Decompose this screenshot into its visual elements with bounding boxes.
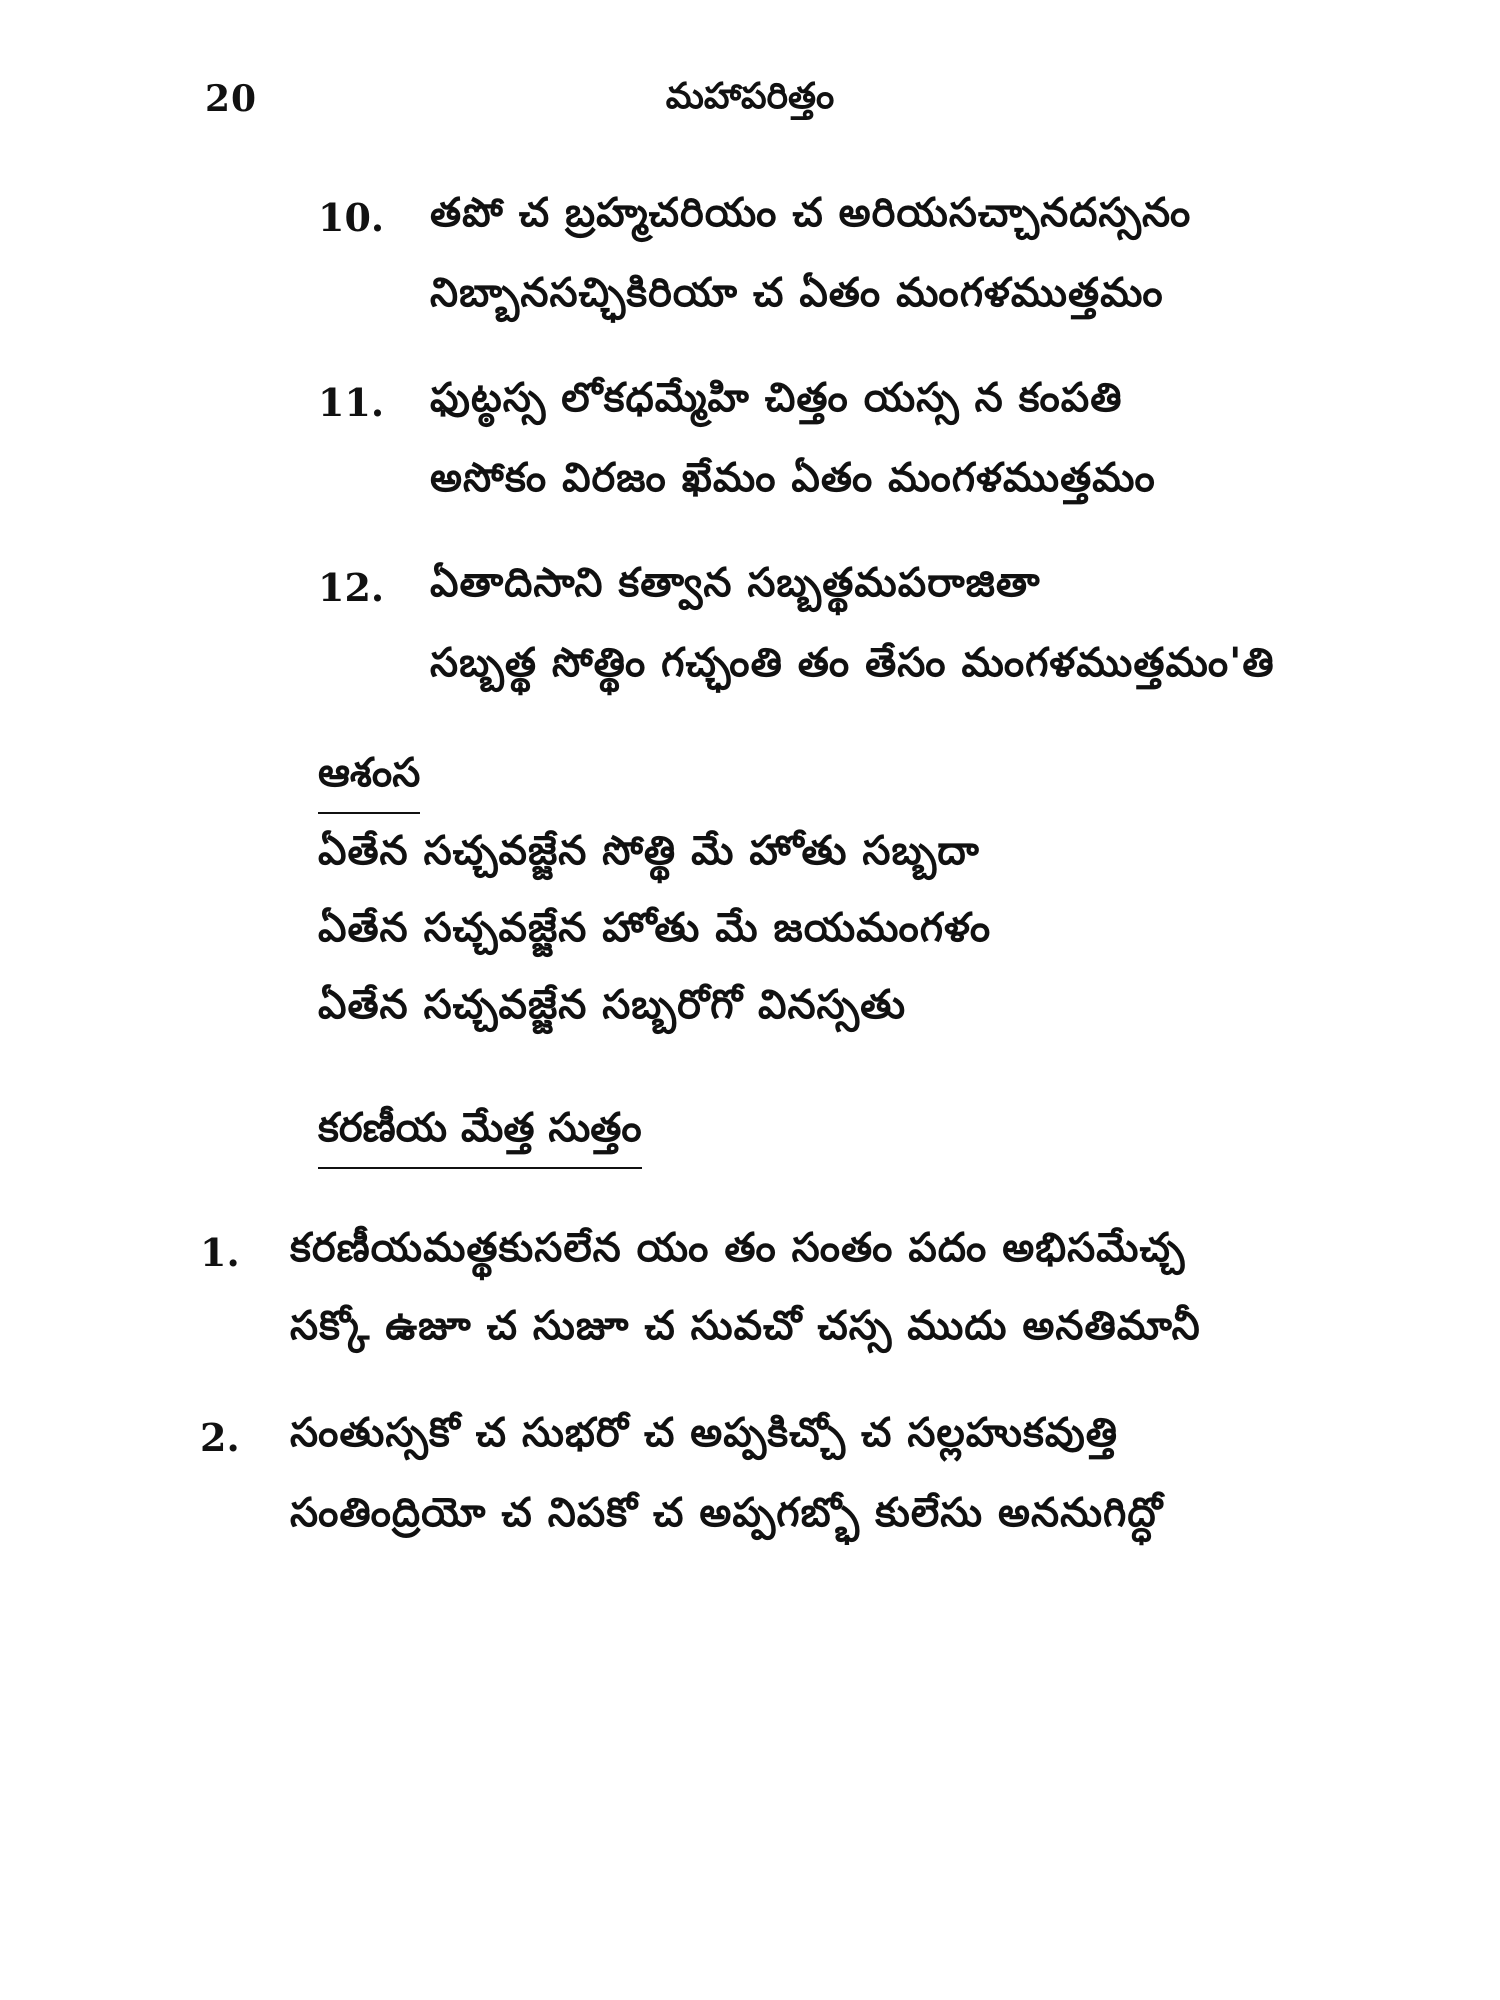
verse-number: 2. [200, 1415, 240, 1460]
verse-line: నిబ్బానసచ్ఛికిరియా చ ఏతం మంగళముత్తమం [430, 270, 1164, 316]
verse-line: కరణీయమత్థకుసలేన యం తం సంతం పదం అభిసమేచ్చ [290, 1225, 1186, 1271]
verse-line: తపో చ బ్రహ్మచరియం చ అరియసచ్చానదస్సనం [430, 190, 1192, 236]
verse-number: 12. [318, 565, 385, 610]
verse-number: 1. [200, 1230, 240, 1275]
verse-line: అసోకం విరజం ఖేమం ఏతం మంగళముత్తమం [430, 455, 1156, 501]
section-heading-asamsa: ఆశంస [318, 750, 420, 814]
verse-line: సబ్బత్థ సోత్థిం గచ్ఛంతి తం తేసం మంగళముత్తమం'తి [430, 640, 1275, 686]
verse-line: ఏతాదిసాని కత్వాన సబ్బత్థమపరాజితా [430, 560, 1041, 606]
asamsa-line: ఏతేన సచ్చవజ్జేన సోత్థి మే హోతు సబ్బదా [318, 828, 980, 874]
verse-line: ఫుట్ఠస్స లోకధమ్మేహి చిత్తం యస్స న కంపతి [430, 375, 1123, 421]
verse-line: సక్కో ఉజూ చ సుజూ చ సువచో చస్స ముదు అనతిమానీ [290, 1303, 1201, 1349]
asamsa-line: ఏతేన సచ్చవజ్జేన సబ్బరోగో వినస్సతు [318, 982, 907, 1028]
verse-line: సంతుస్సకో చ సుభరో చ అప్పకిచ్చో చ సల్లహుకవుత్తి [290, 1410, 1119, 1456]
section-heading-metta-sutta: కరణీయ మేత్త సుత్తం [318, 1105, 642, 1169]
asamsa-line: ఏతేన సచ్చవజ్జేన హోతు మే జయమంగళం [318, 905, 992, 951]
running-title: మహాపరిత్తం [665, 76, 835, 117]
page-number: 20 [205, 78, 258, 120]
verse-line: సంతింద్రియో చ నిపకో చ అప్పగబ్భో కులేసు అననుగిద్ధో [290, 1490, 1164, 1536]
verse-number: 10. [318, 195, 385, 240]
verse-number: 11. [318, 380, 385, 425]
